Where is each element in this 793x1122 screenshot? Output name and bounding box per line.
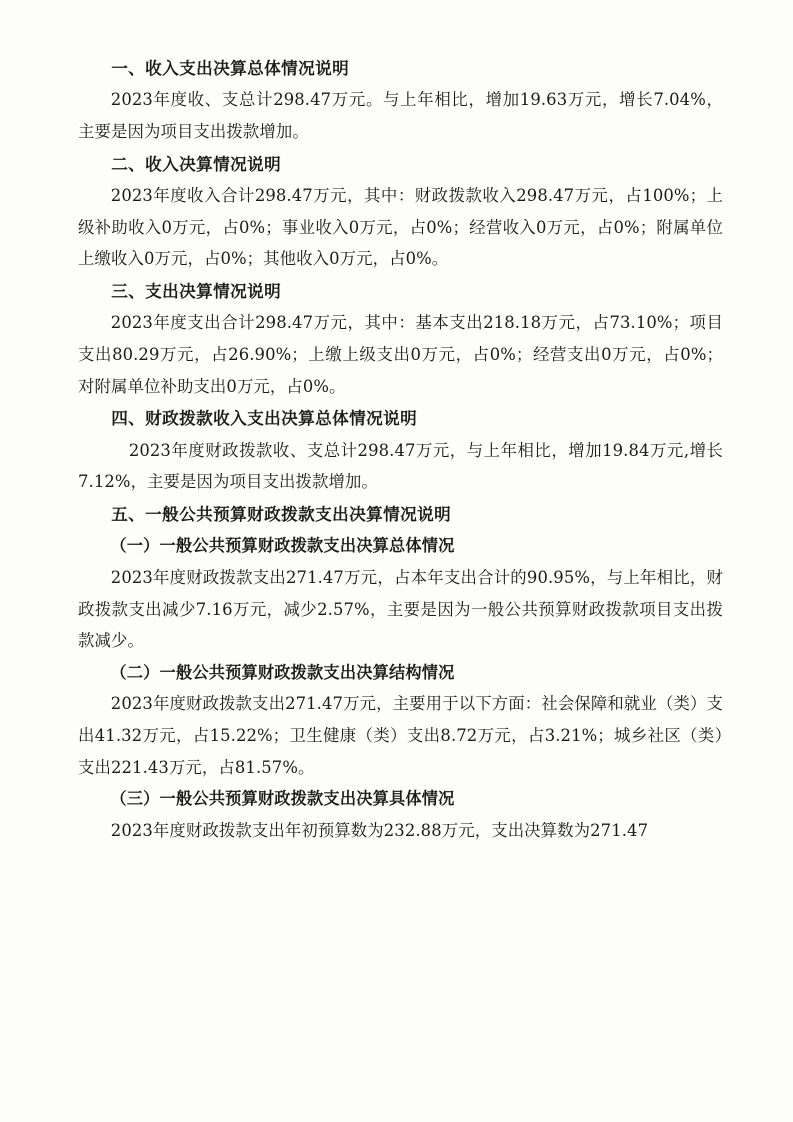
heading-section-4: 四、财政拨款收入支出决算总体情况说明	[111, 408, 418, 429]
heading-section-3: 三、支出决算情况说明	[111, 280, 282, 301]
paragraph-section-5-2: 2023年度财政拨款支出271.47万元，主要用于以下方面：社会保障和就业（类）支出41.32万元，占15.22%；卫生健康（类）支出8.72万元，占3.21%；城乡社区（类）支出221.43万元，占81.57%。	[78, 694, 723, 777]
heading-section-5: 五、一般公共预算财政拨款支出决算情况说明	[111, 503, 452, 524]
heading-section-5-1: （一）一般公共预算财政拨款支出决算总体情况	[110, 536, 455, 556]
heading-section-1: 一、收入支出决算总体情况说明	[111, 58, 350, 78]
paragraph-section-4: 2023年度财政拨款收、支总计298.47万元，与上年相比，增加19.84万元,增长7.12%，主要是因为项目支出拨款增加。	[78, 440, 723, 492]
paragraph-section-5-3: 2023年度财政拨款支出年初预算数为232.88万元，支出决算数为271.47	[110, 821, 649, 840]
heading-section-5-3: （三）一般公共预算财政拨款支出决算具体情况	[110, 789, 455, 809]
paragraph-section-2: 2023年度收入合计298.47万元，其中：财政拨款收入298.47万元，占100%；上级补助收入0万元，占0%；事业收入0万元，占0%；经营收入0万元，占0%；附属单位上缴收入0万元，占0%；其他收入0万元，占0%。	[78, 186, 723, 269]
paragraph-section-1: 2023年度收、支总计298.47万元。与上年相比，增加19.63万元，增长7.04%，主要是因为项目支出拨款增加。	[78, 90, 723, 141]
document-body	[78, 52, 723, 847]
paragraph-section-3: 2023年度支出合计298.47万元，其中：基本支出218.18万元，占73.10%；项目支出80.29万元，占26.90%；上缴上级支出0万元，占0%；经营支出0万元，占0%；对附属单位补助支出0万元，占0%。	[78, 313, 723, 396]
heading-section-2: 二、收入决算情况说明	[111, 153, 282, 174]
paragraph-section-5-1: 2023年度财政拨款支出271.47万元，占本年支出合计的90.95%，与上年相比，财政拨款支出减少7.16万元，减少2.57%，主要是因为一般公共预算财政拨款项目支出拨款减少。	[78, 567, 723, 651]
heading-section-5-2: （二）一般公共预算财政拨款支出决算结构情况	[110, 662, 455, 682]
